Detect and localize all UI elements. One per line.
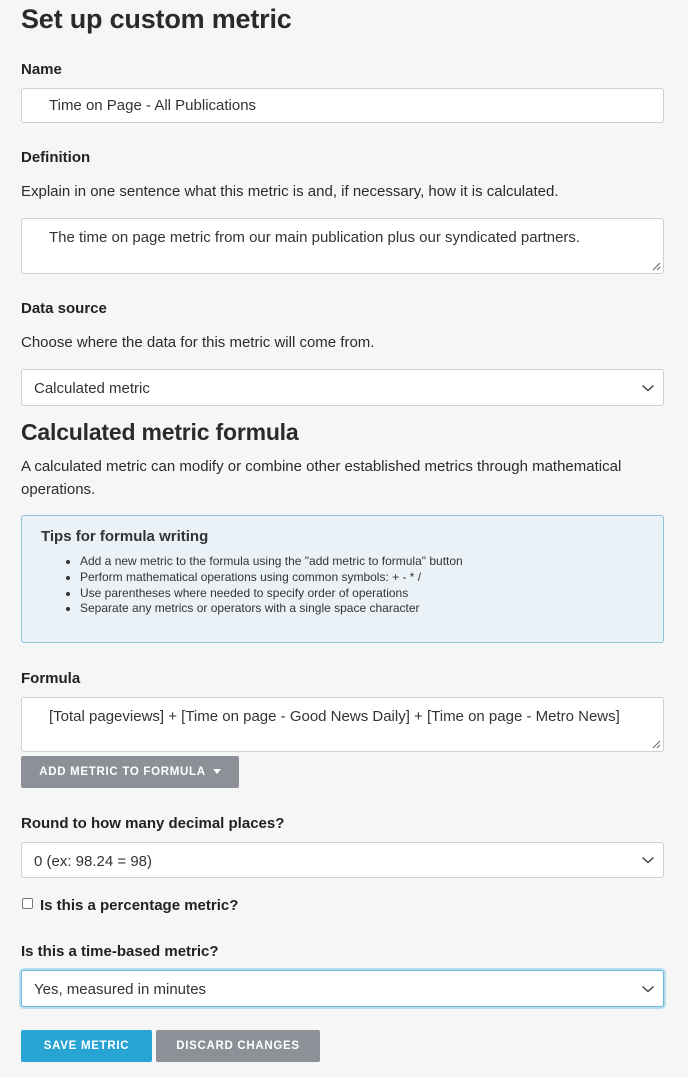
tip-item: • Add a new metric to the formula using the "add metric to formula" button [80, 554, 463, 570]
name-label: Name [21, 61, 62, 78]
chevron-down-icon [641, 855, 655, 865]
formula-section-title: Calculated metric formula [21, 419, 299, 445]
add-metric-to-formula-button[interactable] [21, 756, 239, 788]
data-source-label: Data source [21, 300, 107, 317]
definition-textarea[interactable] [21, 218, 664, 274]
definition-textarea-value: The time on page metric from our main publication plus our syndicated partners. [49, 229, 581, 246]
discard-changes-button[interactable]: DISCARD CHANGES [156, 1030, 320, 1062]
decimals-select[interactable] [21, 842, 664, 878]
percentage-label[interactable]: Is this a percentage metric? [40, 897, 239, 914]
decimals-label: Round to how many decimal places? [21, 815, 285, 832]
chevron-down-icon [641, 984, 655, 994]
name-input[interactable] [21, 88, 664, 123]
definition-help: Explain in one sentence what this metric is and, if necessary, how it is calculated. [21, 183, 559, 200]
decimals-selected: 0 (ex: 98.24 = 98) [34, 853, 152, 870]
tip-item: • Perform mathematical operations using common symbols: + - * / [80, 570, 463, 586]
page-title: Set up custom metric [21, 4, 292, 34]
formula-section-description: A calculated metric can modify or combine other established metrics through mathematical operations. [21, 458, 622, 498]
data-source-select[interactable] [21, 369, 664, 406]
chevron-down-icon [641, 383, 655, 393]
save-metric-button[interactable]: SAVE METRIC [21, 1030, 152, 1062]
tip-item: • Use parentheses where needed to specify order of operations [80, 586, 463, 602]
time-based-selected: Yes, measured in minutes [34, 981, 207, 998]
caret-down-icon [213, 769, 221, 774]
name-input-value: Time on Page - All Publications [49, 97, 257, 114]
data-source-selected: Calculated metric [34, 380, 150, 397]
formula-textarea[interactable] [21, 697, 664, 752]
formula-label: Formula [21, 670, 81, 687]
resize-handle-icon[interactable] [651, 739, 661, 749]
time-based-select[interactable] [21, 970, 664, 1007]
formula-textarea-value: [Total pageviews] + [Time on page - Good News Daily] + [Time on page - Metro News] [49, 708, 620, 725]
percentage-checkbox[interactable] [22, 898, 33, 909]
time-based-label: Is this a time-based metric? [21, 943, 219, 960]
tips-list [80, 554, 463, 617]
definition-label: Definition [21, 149, 91, 166]
tips-title: Tips for formula writing [41, 528, 209, 545]
resize-handle-icon[interactable] [651, 261, 661, 271]
add-metric-button-label: ADD METRIC TO FORMULA [39, 766, 206, 778]
data-source-help: Choose where the data for this metric will come from. [21, 334, 375, 351]
tip-item: • Separate any metrics or operators with a single space character [80, 601, 463, 617]
tips-box [21, 515, 664, 643]
